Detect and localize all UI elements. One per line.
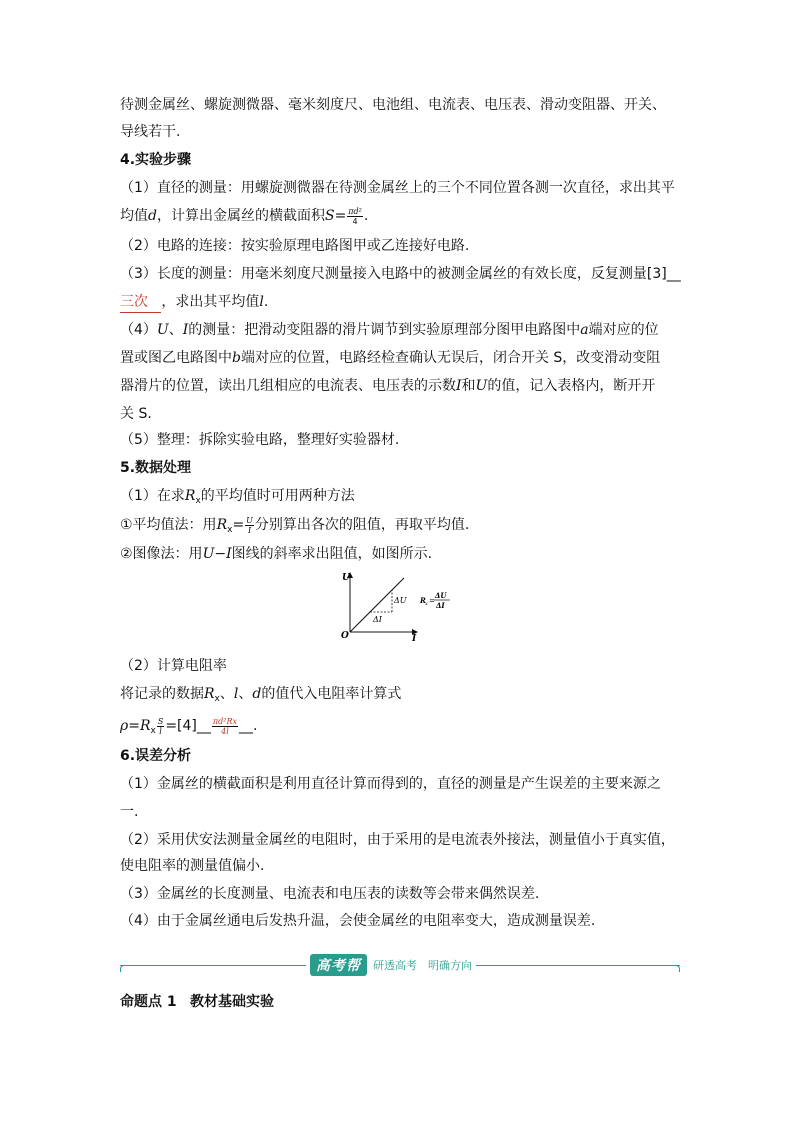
section-5-heading: 5.数据处理 [120,460,192,476]
error-4: （4）由于金属丝通电后发热升温，会使金属丝的电阻率变大，造成测量误差. [120,913,596,929]
formula-num: ΔU [435,591,447,600]
method-graph: ②图像法：用U−I图线的斜率求出阻值，如图所示. [120,546,433,562]
formula-den: ΔI [436,601,445,610]
step-3-answer: 三次 [120,294,148,310]
method-average: ①平均值法：用$R_x=$ $\frac{U}{I}$ 分别算出各次的阻值，再取平均值. [120,515,470,535]
step-1-line-1: （1）直径的测量：用螺旋测微器在待测金属丝上的三个不同位置各测一次直径，求出其平 [120,180,675,196]
data-processing-intro: （1）在求$R_x$的平均值时可用两种方法 [120,488,355,506]
origin-label: O [341,631,349,641]
banner-logo: 高考帮 [310,954,367,976]
delta-u-label: ΔU [394,596,407,605]
formula-r: R [420,596,426,605]
resistivity-formula: $\rho=R_x$ $\frac{S}{l}$ =[4]__ $\frac{\text{πd²Rx}}{4l}$ __. [120,716,258,736]
banner-slogan: 研透高考 明确方向 [373,959,472,972]
resistivity-answer: $\frac{\text{πd²Rx}}{4l}$ [212,716,238,736]
axis-label-i: I [412,634,417,642]
error-3: （3）金属丝的长度测量、电流表和电压表的读数等会带来偶然误差. [120,886,540,902]
error-2-line-1: （2）采用伏安法测量金属丝的电阻时，由于采用的是电流表外接法，测量值小于真实值， [120,832,675,848]
formula-r-sub: x [425,601,428,607]
delta-i-label: ΔI [373,615,382,624]
topic-title: 教材基础实验 [189,994,274,1010]
section-6-heading: 6.误差分析 [120,748,192,764]
error-1-line-2: 一. [120,804,139,820]
step-3-line-1: （3）长度的测量：用毫米刻度尺测量接入电路中的被测金属丝的有效长度，反复测量[3]__ [120,266,681,282]
gaokaobang-banner [120,952,680,978]
banner-cap-left [120,965,127,972]
s-over-l-fraction: $\frac{S}{l}$ [157,716,164,736]
formula-eq: = [429,597,435,605]
error-2-line-2: 使电阻率的测量值偏小. [120,858,265,874]
materials-line-2: 导线若干. [120,124,181,140]
step-2: （2）电路的连接：按实验原理电路图甲或乙连接好电路. [120,238,470,254]
section-4-heading: 4.实验步骤 [120,152,192,168]
resistance-fraction: $\frac{U}{I}$ [246,515,253,535]
step-4-line-3: 器滑片的位置，读出几组相应的电流表、电压表的示数I和U的值，记入表格内，断开开 [120,378,656,394]
materials-line-1: 待测金属丝、螺旋测微器、毫米刻度尺、电池组、电流表、电压表、滑动变阻器、开关、 [120,97,666,113]
step-4-line-2: 置或图乙电路图中b端对应的位置，电路经检查确认无误后，闭合开关 S，改变滑动变阻 [120,350,661,366]
step-3-line-2: 三次 ，求出其平均值l. [120,292,680,313]
step-1-line-2: 均值d，计算出金属丝的横截面积S= $\frac{\text{πd²}}{4}$ . [120,206,369,226]
banner-tag [306,954,476,976]
step-4-line-1: （4）U、I的测量：把滑动变阻器的滑片调节到实验原理部分图甲电路图中a端对应的位 [120,322,659,338]
u-i-graph [330,570,470,642]
error-1-line-1: （1）金属丝的横截面积是利用直径计算而得到的，直径的测量是产生误差的主要来源之 [120,776,661,792]
step-4-line-4: 关 S. [120,406,152,422]
axis-label-u: U [342,573,350,583]
cross-section-fraction: $\frac{\text{πd²}}{4}$ [348,206,362,226]
topic-label: 命题点 1 [120,994,177,1010]
resistivity-intro: 将记录的数据$R_x$、l、d的值代入电阻率计算式 [120,686,402,704]
banner-cap-right [673,965,680,972]
step-5: （5）整理：拆除实验电路，整理好实验器材. [120,432,400,448]
topic-heading [120,992,680,1012]
resistivity-heading: （2）计算电阻率 [120,658,227,674]
